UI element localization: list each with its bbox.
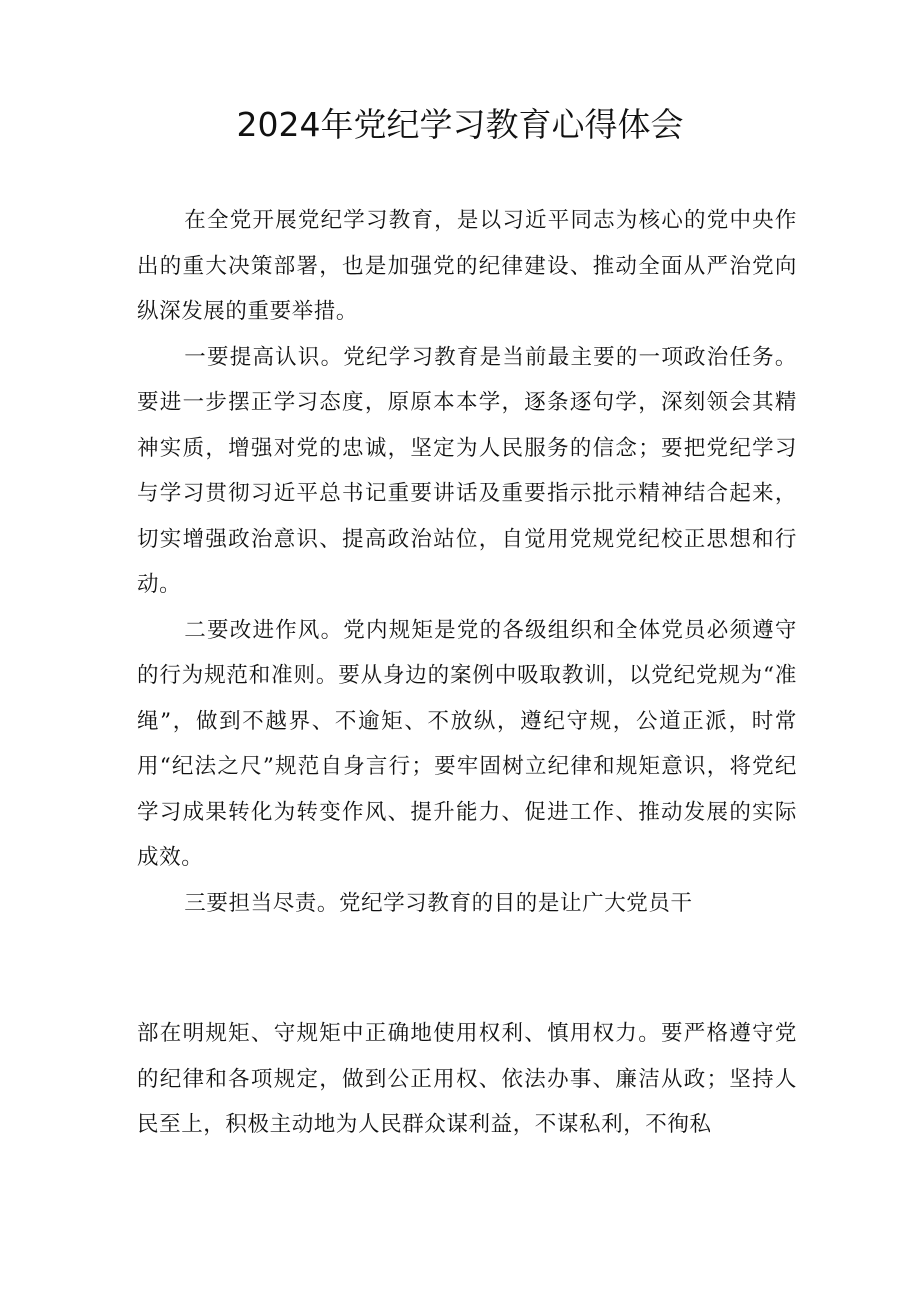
document-title: 2024年党纪学习教育心得体会 [236,105,684,144]
paragraph-three: 三要担当尽责。党纪学习教育的目的是让广大党员干 [184,890,693,916]
document-body [137,198,797,926]
paragraph-intro: 在全党开展党纪学习教育，是以习近平同志为核心的党中央作出的重大决策部署，也是加强党的纪律建设、推动全面从严治党向纵深发展的重要举措。 [137,208,797,324]
document-body-continued [137,1011,797,1148]
paragraph-three-continued: 部在明规矩、守规矩中正确地使用权利、慎用权力。要严格遵守党的纪律和各项规定，做到公正用权、依法办事、廉洁从政；坚持人民至上，积极主动地为人民群众谋利益，不谋私利，不徇私 [137,1021,797,1137]
paragraph-one: 一要提高认识。党纪学习教育是当前最主要的一项政治任务。要进一步摆正学习态度，原原本本学，逐条逐句学，深刻领会其精神实质，增强对党的忠诚，坚定为人民服务的信念；要把党纪学习与学习贯彻习近平总书记重要讲话及重要指示批示精神结合起来，切实增强政治意识、提高政治站位，自觉用党规党纪校正思想和行动。 [137,344,797,597]
paragraph-two: 二要改进作风。党内规矩是党的各级组织和全体党员必须遵守的行为规范和准则。要从身边的案例中吸取教训，以党纪党规为“准绳”，做到不越界、不逾矩、不放纵，遵纪守规，公道正派，时常用“纪法之尺”规范自身言行；要牢固树立纪律和规矩意识，将党纪学习成果转化为转变作风、提升能力、促进工作、推动发展的实际成效。 [137,617,797,870]
